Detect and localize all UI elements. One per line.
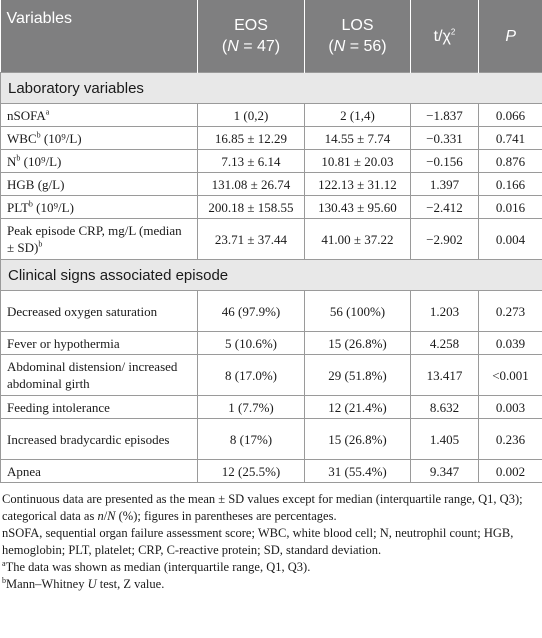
cell-test: −0.156: [411, 150, 479, 173]
cell-los: 122.13 ± 31.12: [305, 173, 411, 196]
cell-los: 15 (26.8%): [305, 332, 411, 355]
cell-eos: 200.18 ± 158.55: [198, 196, 305, 219]
table-row: [1, 460, 542, 483]
row-label: nSOFA$^a$: [1, 104, 198, 127]
header-test-sup: 2: [450, 27, 456, 37]
row-label: Feeding intolerance: [1, 396, 198, 419]
table-row: [1, 150, 542, 173]
cell-los: 2 (1,4): [305, 104, 411, 127]
cell-eos: 1 (7.7%): [198, 396, 305, 419]
footnote-abbreviations: nSOFA, sequential organ failure assessment score; WBC, white blood cell; N, neutrophil count; HGB, hemoglobin; PLT, platelet; CRP, C-reactive protein; SD, standard deviation.: [2, 526, 514, 557]
cell-eos: 46 (97.9%): [198, 291, 305, 332]
cell-eos: 1 (0,2): [198, 104, 305, 127]
cell-test: −2.902: [411, 219, 479, 260]
cell-test: 9.347: [411, 460, 479, 483]
cell-p: 0.166: [479, 173, 542, 196]
footnote-b: $^b$Mann–Whitney U test, Z value.: [2, 575, 165, 591]
header-variables: Variables: [1, 0, 198, 73]
cell-p: 0.876: [479, 150, 542, 173]
section-title-clinical: Clinical signs associated episode: [1, 260, 542, 291]
cell-test: 13.417: [411, 355, 479, 396]
row-label: Peak episode CRP, mg/L (median ± SD)$^b$: [1, 219, 198, 260]
cell-eos: 7.13 ± 6.14: [198, 150, 305, 173]
header-test-base: t/χ: [433, 27, 451, 45]
table-row: [1, 104, 542, 127]
table-row: [1, 332, 542, 355]
cell-test: 1.397: [411, 173, 479, 196]
header-eos: [198, 0, 305, 73]
cell-los: 31 (55.4%): [305, 460, 411, 483]
cell-los: 56 (100%): [305, 291, 411, 332]
cell-p: <0.001: [479, 355, 542, 396]
table-row: [1, 196, 542, 219]
table-row: [1, 173, 542, 196]
cell-test: 1.203: [411, 291, 479, 332]
table-footnotes: [0, 483, 542, 593]
cell-p: 0.741: [479, 127, 542, 150]
footnote-a: $^a$The data was shown as median (interquartile range, Q1, Q3).: [2, 558, 311, 574]
table-row: [1, 127, 542, 150]
table-row: [1, 355, 542, 396]
row-label: Increased bradycardic episodes: [1, 419, 198, 460]
table-row: [1, 396, 542, 419]
cell-los: 10.81 ± 20.03: [305, 150, 411, 173]
table-row: [1, 219, 542, 260]
header-los-label: LOS: [341, 17, 374, 34]
header-los-n-var: N: [333, 38, 346, 55]
row-label: $N^b$ (10⁹/L): [1, 150, 198, 173]
header-los-n-prefix: (: [328, 38, 334, 55]
header-row: [1, 0, 542, 73]
row-label: Decreased oxygen saturation: [1, 291, 198, 332]
cell-eos: 131.08 ± 26.74: [198, 173, 305, 196]
cell-p: 0.066: [479, 104, 542, 127]
cell-eos: 23.71 ± 37.44: [198, 219, 305, 260]
cell-los: 12 (21.4%): [305, 396, 411, 419]
cell-test: −1.837: [411, 104, 479, 127]
cell-los: 15 (26.8%): [305, 419, 411, 460]
cell-p: 0.002: [479, 460, 542, 483]
cell-p: 0.003: [479, 396, 542, 419]
cell-eos: 8 (17%): [198, 419, 305, 460]
cell-los: 41.00 ± 37.22: [305, 219, 411, 260]
row-label: Fever or hypothermia: [1, 332, 198, 355]
header-p-label: P: [505, 27, 517, 45]
section-row-clinical: [1, 260, 542, 291]
cell-p: 0.273: [479, 291, 542, 332]
header-p-value: [479, 0, 542, 73]
row-label: Apnea: [1, 460, 198, 483]
header-los: [305, 0, 411, 73]
row-label: PLT$^b$ (10⁹/L): [1, 196, 198, 219]
cell-p: 0.016: [479, 196, 542, 219]
cell-eos: 5 (10.6%): [198, 332, 305, 355]
cell-test: −0.331: [411, 127, 479, 150]
cell-los: 130.43 ± 95.60: [305, 196, 411, 219]
cell-test: −2.412: [411, 196, 479, 219]
header-test-statistic: [411, 0, 479, 73]
section-row-laboratory: [1, 73, 542, 104]
cell-los: 29 (51.8%): [305, 355, 411, 396]
header-los-n-suffix: = 56): [345, 38, 387, 55]
cell-test: 8.632: [411, 396, 479, 419]
table-row: [1, 419, 542, 460]
row-label: WBC$^b$ (10⁹/L): [1, 127, 198, 150]
header-eos-n-suffix: = 47): [238, 38, 281, 55]
cell-eos: 12 (25.5%): [198, 460, 305, 483]
row-label: Abdominal distension/ increased abdominal girth: [1, 355, 198, 396]
header-eos-label: EOS: [234, 17, 268, 34]
row-label: HGB (g/L): [1, 173, 198, 196]
cell-p: 0.039: [479, 332, 542, 355]
cell-eos: 8 (17.0%): [198, 355, 305, 396]
header-eos-n-prefix: (: [221, 38, 228, 55]
cell-los: 14.55 ± 7.74: [305, 127, 411, 150]
cell-test: 4.258: [411, 332, 479, 355]
cell-eos: 16.85 ± 12.29: [198, 127, 305, 150]
cell-test: 1.405: [411, 419, 479, 460]
footnote-data-presentation: Continuous data are presented as the mean ± SD values except for median (interquartile range, Q1, Q3); categorical data as n/N (%); figures in parentheses are percentages.: [2, 492, 523, 523]
header-eos-n-var: N: [227, 38, 239, 55]
table-row: [1, 291, 542, 332]
cell-p: 0.004: [479, 219, 542, 260]
section-title-laboratory: Laboratory variables: [1, 73, 542, 104]
cell-p: 0.236: [479, 419, 542, 460]
